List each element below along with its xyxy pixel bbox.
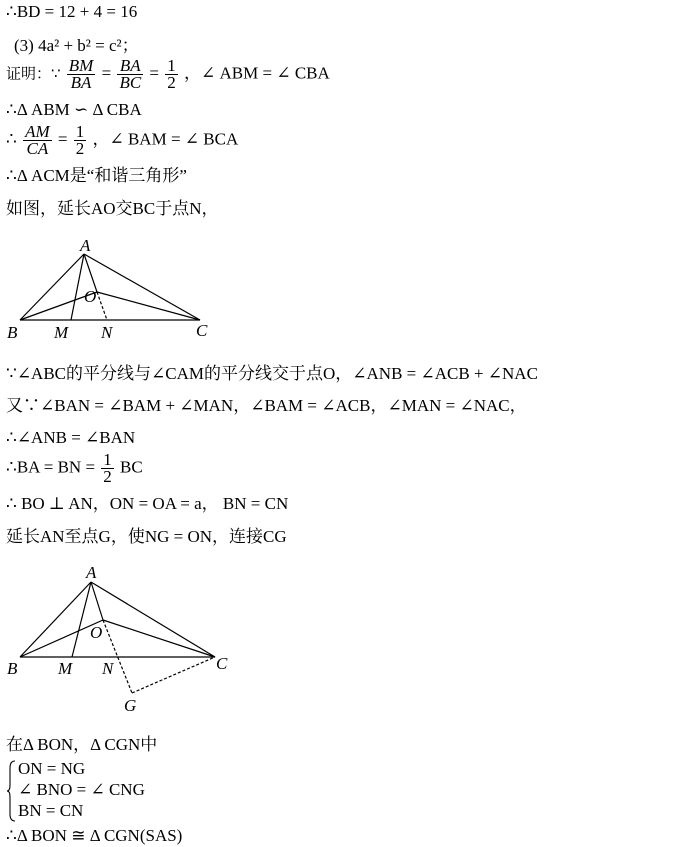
fraction-numerator: BA	[117, 58, 143, 75]
fraction-denominator: 2	[103, 467, 112, 486]
segment-ab	[20, 254, 84, 320]
line-ratio-am-ca	[6, 124, 238, 157]
fraction-bm-ba	[67, 58, 96, 91]
fraction-one-half	[74, 124, 87, 157]
therefore-symbol: ∴	[6, 129, 17, 149]
segment-gc-dashed	[132, 657, 215, 693]
label-b: B	[7, 659, 18, 678]
label-o: O	[90, 623, 103, 642]
label-m: M	[54, 323, 69, 342]
line-extend-an: 延长AN至点G，使NG = ON，连接CG	[6, 527, 287, 546]
angle-equality: ，∠ ABM = ∠ CBA	[184, 63, 330, 83]
condition-on-ng: ON = NG	[18, 759, 86, 778]
fraction-numerator: 1	[103, 450, 112, 469]
equals-sign: =	[57, 129, 68, 149]
segment-on-dashed	[97, 292, 107, 320]
condition-system	[18, 758, 145, 821]
line-congruent-sas: ∴Δ BON ≅ Δ CGN(SAS)	[6, 826, 183, 845]
fraction-denominator: CA	[26, 139, 49, 158]
label-n: N	[101, 323, 113, 342]
line-bo-perp-an: ∴ BO ⊥ AN，ON = OA = a， BN = CN	[6, 494, 289, 513]
fraction-ba-bc	[117, 58, 143, 91]
fraction-numerator: 1	[167, 56, 176, 75]
label-a: A	[86, 563, 97, 582]
line-proof-ratio	[6, 58, 330, 91]
segment-oc	[103, 620, 215, 657]
segment-oc	[97, 292, 200, 320]
fraction-one-half	[101, 452, 114, 485]
line-harmonic-triangle: ∴Δ ACM是“和谐三角形”	[6, 166, 187, 185]
line-angle-bisectors: ∵∠ABC的平分线与∠CAM的平分线交于点O，∠ANB = ∠ACB + ∠NAC	[6, 364, 538, 383]
label-a: A	[80, 236, 91, 255]
label-m: M	[58, 659, 73, 678]
triangle-diagram-1	[0, 235, 220, 343]
segment-ac	[91, 582, 215, 657]
fraction-one-half	[165, 58, 178, 91]
line-part3-claim: (3) 4a² + b² = c²；	[14, 36, 139, 55]
angle-equality: ，∠ BAM = ∠ BCA	[92, 129, 239, 149]
label-c: C	[196, 321, 208, 340]
equation-prefix: ∴BA = BN =	[6, 457, 96, 477]
condition-bn-cn: BN = CN	[18, 801, 84, 820]
line-ba-bn-half-bc	[6, 452, 143, 485]
line-bd-value: ∴BD = 12 + 4 = 16	[6, 2, 138, 21]
label-n: N	[102, 659, 114, 678]
fraction-denominator: 2	[75, 139, 85, 158]
fraction-numerator: AM	[25, 122, 50, 141]
line-similar-triangles: ∴Δ ABM ∽ Δ CBA	[6, 100, 142, 119]
equals-sign: =	[101, 63, 112, 83]
label-o: O	[84, 287, 97, 306]
fraction-am-ca	[23, 124, 52, 157]
label-g: G	[124, 696, 137, 715]
label-b: B	[7, 323, 18, 342]
line-anb-eq-ban: ∴∠ANB = ∠BAN	[6, 428, 136, 447]
line-in-triangles: 在Δ BON，Δ CGN中	[6, 735, 158, 754]
fraction-denominator: BC	[119, 73, 142, 92]
segment-ac	[84, 254, 200, 320]
left-brace	[6, 760, 16, 822]
fraction-numerator: 1	[75, 122, 85, 141]
segment-am	[72, 582, 91, 657]
equation-suffix: BC	[120, 457, 143, 477]
triangle-diagram-2	[0, 562, 240, 717]
fraction-denominator: BA	[70, 73, 92, 92]
fraction-numerator: BM	[68, 56, 94, 75]
line-extend-ao: 如图，延长AO交BC于点N，	[6, 199, 219, 218]
segment-ab	[20, 582, 91, 657]
equals-sign: =	[149, 63, 160, 83]
line-angle-sum: 又∵∠BAN = ∠BAM + ∠MAN，∠BAM = ∠ACB，∠MAN = ∠NAC，	[6, 396, 527, 415]
condition-angle-equal: ∠ BNO = ∠ CNG	[18, 780, 145, 799]
segment-am	[71, 254, 84, 320]
fraction-denominator: 2	[167, 73, 176, 92]
proof-prefix: 证明：∵	[6, 64, 61, 83]
label-c: C	[216, 654, 228, 673]
